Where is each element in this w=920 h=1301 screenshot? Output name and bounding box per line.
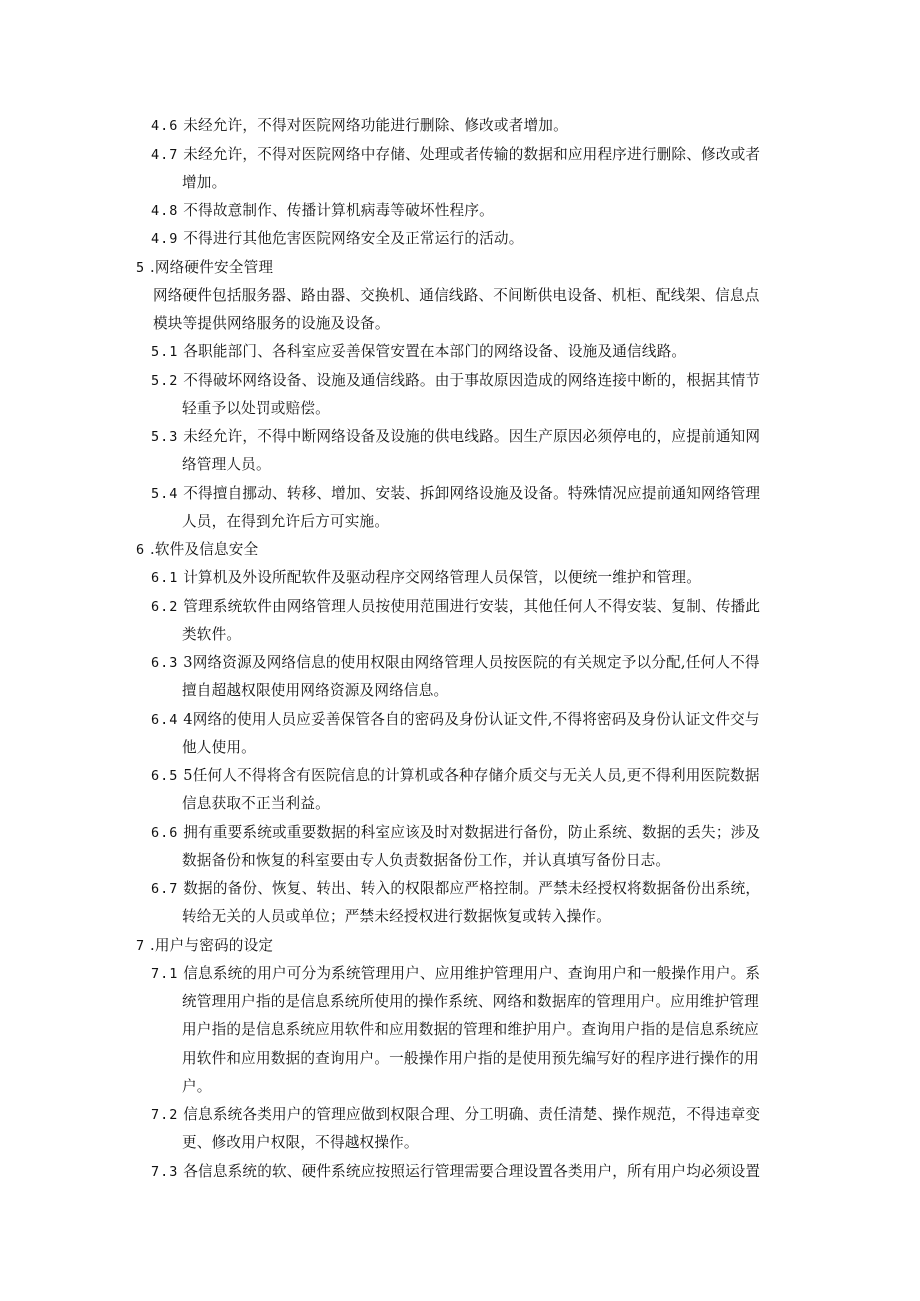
clause-continuation xyxy=(182,513,389,531)
clause-5-1 xyxy=(151,343,686,361)
section-number: 5 xyxy=(136,260,146,276)
clause-text: 类软件。 xyxy=(182,626,242,643)
clause-number: 5.3 xyxy=(151,429,179,445)
clause-text: 人员，在得到允许后方可实施。 xyxy=(182,513,390,530)
clause-6-1 xyxy=(151,569,701,587)
clause-text: 3网络资源及网络信息的使用权限由网络管理人员按医院的有关规定予以分配,任何人不得 xyxy=(183,654,760,671)
clause-text: 不得破坏网络设备、设施及通信线路。由于事故原因造成的网络连接中断的，根据其情节 xyxy=(183,372,761,389)
section-title: .网络硬件安全管理 xyxy=(149,259,274,276)
clause-number: 6.2 xyxy=(151,599,179,615)
clause-text: 轻重予以处罚或赔偿。 xyxy=(182,400,330,417)
clause-number: 6.5 xyxy=(151,768,179,784)
paragraph-text: 模块等提供网络服务的设施及设备。 xyxy=(153,315,390,332)
clause-4-9 xyxy=(151,230,524,248)
clause-text: 未经允许，不得对医院网络中存储、处理或者传输的数据和应用程序进行删除、修改或者 xyxy=(183,146,761,163)
clause-5-2 xyxy=(151,372,760,390)
clause-text: 4网络的使用人员应妥善保管各自的密码及身份认证文件,不得将密码及身份认证文件交与 xyxy=(183,711,760,728)
clause-continuation xyxy=(182,739,256,757)
section-number: 7 xyxy=(136,938,146,954)
clause-text: 用户指的是信息系统应用软件和应用数据的管理和维护用户。查询用户指的是信息系统应 xyxy=(182,1021,759,1038)
clause-text: 各职能部门、各科室应妥善保管安置在本部门的网络设备、设施及通信线路。 xyxy=(178,343,687,360)
clause-text: 增加。 xyxy=(182,174,227,191)
clause-continuation xyxy=(182,1050,759,1068)
clause-continuation xyxy=(182,993,759,1011)
paragraph-text: 网络硬件包括服务器、路由器、交换机、通信线路、不间断供电设备、机柜、配线架、信息点 xyxy=(153,287,760,304)
clause-number: 7.1 xyxy=(151,966,179,982)
clause-text: 户。 xyxy=(182,1078,212,1095)
paragraph-line xyxy=(153,315,390,333)
clause-text: 5任何人不得将含有医院信息的计算机或各种存储介质交与无关人员,更不得利用医院数据 xyxy=(183,767,760,784)
clause-6-7 xyxy=(151,880,760,898)
clause-number: 7.2 xyxy=(151,1107,179,1123)
clause-continuation xyxy=(182,795,330,813)
clause-text: 更、修改用户权限，不得越权操作。 xyxy=(182,1134,419,1151)
clause-6-3 xyxy=(151,654,760,672)
clause-text: 擅自超越权限使用网络资源及网络信息。 xyxy=(182,682,449,699)
clause-text: 信息系统的用户可分为系统管理用户、应用维护管理用户、查询用户和一般操作用户。系 xyxy=(183,965,761,982)
section-title: .用户与密码的设定 xyxy=(149,937,274,954)
clause-continuation xyxy=(182,852,670,870)
section-number: 6 xyxy=(136,542,146,558)
clause-6-4 xyxy=(151,711,760,729)
clause-text: 不得故意制作、传播计算机病毒等破坏性程序。 xyxy=(178,202,494,219)
clause-number: 4.8 xyxy=(151,203,179,219)
clause-continuation xyxy=(182,1078,212,1096)
clause-4-6 xyxy=(151,117,568,135)
clause-number: 5.4 xyxy=(151,486,179,502)
clause-continuation xyxy=(182,626,241,644)
clause-number: 6.1 xyxy=(151,570,179,586)
clause-number: 5.1 xyxy=(151,344,179,360)
clause-7-3 xyxy=(151,1163,760,1181)
clause-continuation xyxy=(182,174,226,192)
clause-continuation xyxy=(182,456,271,474)
paragraph-line xyxy=(153,287,760,305)
clause-text: 信息获取不正当利益。 xyxy=(182,795,330,812)
clause-text: 拥有重要系统或重要数据的科室应该及时对数据进行备份，防止系统、数据的丢失；涉及 xyxy=(183,824,761,841)
clause-text: 各信息系统的软、硬件系统应按照运行管理需要合理设置各类用户，所有用户均必须设置 xyxy=(183,1163,761,1180)
clause-5-4 xyxy=(151,485,760,503)
clause-number: 6.7 xyxy=(151,881,179,897)
clause-number: 4.7 xyxy=(151,147,179,163)
clause-text: 用软件和应用数据的查询用户。一般操作用户指的是使用预先编写好的程序进行操作的用 xyxy=(182,1050,759,1067)
clause-7-2 xyxy=(151,1106,760,1124)
clause-number: 6.3 xyxy=(151,655,179,671)
clause-6-2 xyxy=(151,598,760,616)
clause-text: 数据的备份、恢复、转出、转入的权限都应严格控制。严禁未经授权将数据备份出系统， xyxy=(183,880,761,897)
clause-text: 管理系统软件由网络管理人员按使用范围进行安装，其他任何人不得安装、复制、传播此 xyxy=(183,598,761,615)
clause-6-5 xyxy=(151,767,760,785)
clause-number: 6.4 xyxy=(151,712,179,728)
clause-text: 未经允许，不得中断网络设备及设施的供电线路。因生产原因必须停电的，应提前通知网 xyxy=(183,428,761,445)
clause-continuation xyxy=(182,1021,759,1039)
clause-text: 他人使用。 xyxy=(182,739,256,756)
clause-continuation xyxy=(182,908,611,926)
section-heading-6 xyxy=(136,541,258,559)
clause-text: 转给无关的人员或单位；严禁未经授权进行数据恢复或转入操作。 xyxy=(182,908,612,925)
clause-4-8 xyxy=(151,202,494,220)
section-heading-5 xyxy=(136,259,273,277)
clause-text: 未经允许，不得对医院网络功能进行删除、修改或者增加。 xyxy=(178,117,568,134)
clause-number: 6.6 xyxy=(151,825,179,841)
clause-continuation xyxy=(182,1134,419,1152)
clause-text: 络管理人员。 xyxy=(182,456,271,473)
clause-text: 计算机及外设所配软件及驱动程序交网络管理人员保管，以便统一维护和管理。 xyxy=(178,569,702,586)
clause-continuation xyxy=(182,682,448,700)
clause-4-7 xyxy=(151,146,760,164)
clause-text: 不得擅自挪动、转移、增加、安装、拆卸网络设施及设备。特殊情况应提前通知网络管理 xyxy=(183,485,761,502)
section-heading-7 xyxy=(136,937,273,955)
clause-text: 不得进行其他危害医院网络安全及正常运行的活动。 xyxy=(178,230,524,247)
clause-number: 4.6 xyxy=(151,118,179,134)
clause-5-3 xyxy=(151,428,760,446)
clause-continuation xyxy=(182,400,330,418)
clause-6-6 xyxy=(151,824,760,842)
clause-text: 信息系统各类用户的管理应做到权限合理、分工明确、责任清楚、操作规范，不得违章变 xyxy=(183,1106,761,1123)
clause-number: 4.9 xyxy=(151,231,179,247)
clause-text: 统管理用户指的是信息系统所使用的操作系统、网络和数据库的管理用户。应用维护管理 xyxy=(182,993,759,1010)
clause-7-1 xyxy=(151,965,760,983)
clause-text: 数据备份和恢复的科室要由专人负责数据备份工作，并认真填写备份日志。 xyxy=(182,852,671,869)
section-title: .软件及信息安全 xyxy=(149,541,259,558)
clause-number: 5.2 xyxy=(151,373,179,389)
clause-number: 7.3 xyxy=(151,1164,179,1180)
